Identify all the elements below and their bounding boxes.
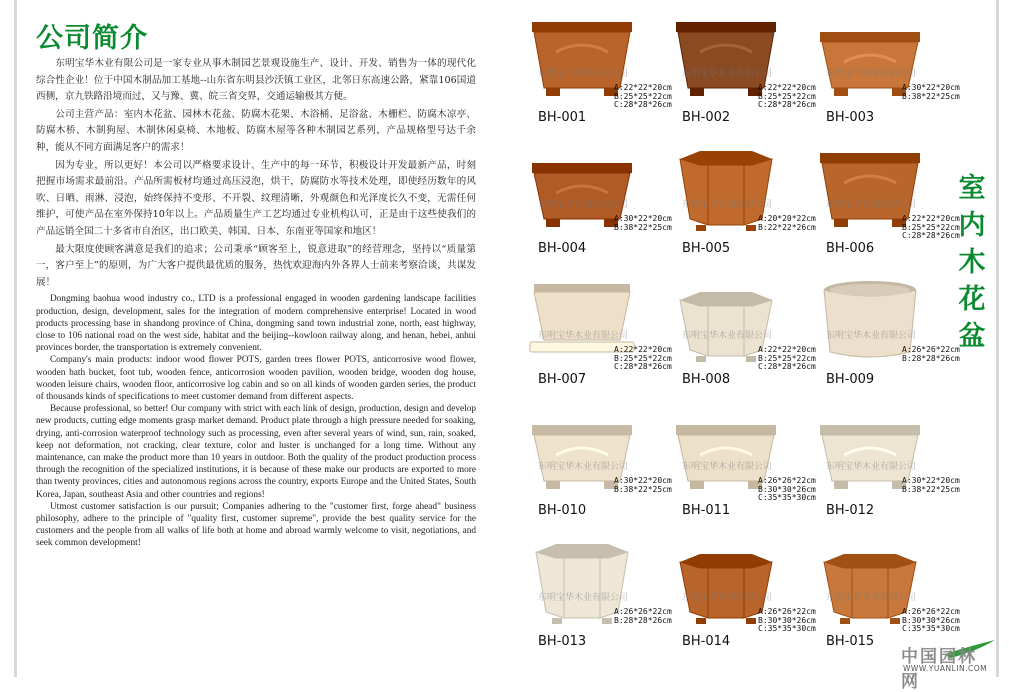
product-code: BH-011 — [682, 503, 731, 518]
product-item — [664, 14, 816, 140]
product-item — [520, 14, 672, 140]
dimension-line: B:38*22*25cm — [614, 484, 672, 494]
dimension-line: A:22*22*20cm — [758, 83, 816, 92]
dimension-line: A:22*22*20cm — [614, 83, 672, 92]
logo-url: WWW.YUANLIN.COM — [903, 664, 988, 673]
dimension-line: A:26*26*22cm — [614, 607, 672, 616]
dimension-line: C:35*35*30cm — [902, 624, 960, 634]
product-item — [808, 276, 960, 402]
watermark: 东明宝华木业有限公司 — [682, 462, 773, 472]
dimension-line: A:26*26*22cm — [902, 345, 960, 354]
dimension-line: C:28*28*26cm — [614, 362, 672, 372]
watermark: 东明宝华木业有限公司 — [538, 593, 629, 603]
product-item — [664, 276, 816, 402]
en-paragraph: Company's main products: indoor wood flower POTS, garden trees flower POTS, anticorrosive wood flower, wooden bath bucket, foot tub, wooden fence, anticorrosion wooden pavilion, wooden bridge, wooden dog house, wooden leisure chairs, wooden floor, anticorrosive log cabin and so on all kinds of wooden garden series, the product of thousands kinds of specifications to meet customer demand from different aspects. — [36, 355, 476, 402]
dimension-line: A:20*20*22cm — [758, 214, 816, 223]
dimension-line: B:25*25*22cm — [902, 222, 960, 232]
product-code: BH-009 — [826, 372, 875, 387]
product-grid — [520, 14, 960, 649]
dimension-line: A:22*22*20cm — [758, 345, 816, 354]
watermark: 东明宝华木业有限公司 — [826, 331, 917, 341]
dimension-line: C:35*35*30cm — [758, 493, 816, 503]
product-code: BH-002 — [682, 110, 731, 125]
product-dimensions — [902, 84, 960, 101]
dimension-line: B:30*30*26cm — [758, 615, 816, 625]
product-code: BH-012 — [826, 503, 875, 518]
dimension-line: A:26*26*22cm — [902, 607, 960, 616]
dimension-line: B:28*28*26cm — [902, 353, 960, 363]
dimension-line: A:30*22*20cm — [614, 476, 672, 485]
product-item — [808, 145, 960, 271]
dimension-line: A:30*22*20cm — [902, 476, 960, 485]
vertical-title-char: 室 — [958, 173, 986, 204]
watermark: 东明宝华木业有限公司 — [538, 200, 629, 210]
page-spine — [14, 0, 17, 677]
watermark: 东明宝华木业有限公司 — [538, 331, 629, 341]
product-item — [664, 407, 816, 533]
dimension-line: B:30*30*26cm — [758, 484, 816, 494]
dimension-line: B:22*22*26cm — [758, 222, 816, 232]
dimension-line: A:26*26*22cm — [758, 476, 816, 485]
dimension-line: A:22*22*20cm — [902, 214, 960, 223]
product-code: BH-006 — [826, 241, 875, 256]
en-paragraph: Dongming baohua wood industry co., LTD is a professional engaged in wooden gardening landscape facilities production, design, development, sales for the integration of modern comprehensive enterprise! Located in wood products processing base in shandong province of China, dongming sand town industrial zone, north, east highway, close to 106 national road on the west side, habitat and the beijing--kowloon railway along, and henan, hebei, anhui provinces border, the transportation is extremely convenient. — [36, 294, 476, 354]
product-code: BH-008 — [682, 372, 731, 387]
vertical-title-char: 内 — [958, 210, 986, 241]
page-title: 公司简介 — [36, 23, 148, 54]
product-dimensions — [902, 477, 960, 494]
watermark: 东明宝华木业有限公司 — [682, 331, 773, 341]
dimension-line: C:28*28*26cm — [758, 100, 816, 110]
vertical-title-char: 花 — [958, 284, 986, 315]
product-dimensions — [902, 346, 960, 363]
site-logo — [895, 640, 995, 692]
en-paragraph: Because professional, so better! Our company with strict with each link of design, production, design and develop new products, cutting edge moments grasp market demand. Product plate through a high pressure needed for soaking, drying, anti-corrosion waterproof technology such as processing, even after several years of wind, sun, rain, soaked, keep not deformation, not cracking, clear texture, color and luster is unchanged for a long time. Without any maintenance, can make the product more than 10 years in outdoor. Both the quality of the product production process through the recognition of the specialized institutions, it is because of these make our products are exported to more than twenty provinces, cities and autonomous regions across the country, exports Europe and the United States, South Korea, Japan, southeast Asia and other countries and regions! — [36, 404, 476, 500]
product-item — [664, 145, 816, 271]
watermark: 东明宝华木业有限公司 — [682, 69, 773, 79]
dimension-line: C:35*35*30cm — [758, 624, 816, 634]
product-code: BH-007 — [538, 372, 587, 387]
dimension-line: A:30*22*20cm — [902, 83, 960, 92]
watermark: 东明宝华木业有限公司 — [682, 593, 773, 603]
page-edge — [996, 0, 999, 677]
product-dimensions — [902, 608, 960, 634]
watermark: 东明宝华木业有限公司 — [682, 200, 773, 210]
product-code: BH-004 — [538, 241, 587, 256]
en-paragraph: Utmost customer satisfaction is our pursuit; Companies adhering to the "customer first, forge ahead" business philosophy, adhere to the principle of "quality first, customer supreme", provide the best quality service for the customers and the people from all walks of life both at home and abroad warmly welcome to visit, negotiations, and seek common development! — [36, 501, 476, 549]
product-code: BH-005 — [682, 241, 731, 256]
watermark: 东明宝华木业有限公司 — [538, 69, 629, 79]
product-code: BH-003 — [826, 110, 875, 125]
product-item — [520, 407, 672, 533]
dimension-line: B:30*30*26cm — [902, 615, 960, 625]
dimension-line: B:25*25*22cm — [758, 353, 816, 363]
product-item — [520, 276, 672, 402]
cn-paragraph: 东明宝华木业有限公司是一家专业从事木制园艺景观设施生产、设计、开发、销售为一体的现代化综合性企业！位于中国木制品加工基地--山东省东明县沙沃镇工业区，北邻日东高速公路，紧靠106国道西侧，京九铁路沿境而过，又与豫、冀、皖三省交界，交通运输极其方便。 — [36, 58, 476, 103]
product-code: BH-010 — [538, 503, 587, 518]
product-dimensions — [902, 215, 960, 241]
product-item — [664, 538, 816, 664]
dimension-line: B:25*25*22cm — [758, 91, 816, 101]
product-item — [520, 145, 672, 271]
vertical-title-char: 盆 — [958, 321, 986, 352]
dimension-line: C:28*28*26cm — [758, 362, 816, 372]
product-item — [808, 407, 960, 533]
cn-paragraph: 因为专业，所以更好！本公司以严格要求设计、生产中的每一环节，积极设计开发最新产品，时刻把握市场需求最前沿。产品所需板材均通过高压浸泡，烘干，防腐防水等技术处理，即使经历数年的风吹、日晒、雨淋、浸泡，始终保持不变形、不开裂、纹理清晰，外观颜色和光泽度长久不变，无需任何维护，可使产品在室外保持10年以上。产品质量生产工艺均通过专业机构认可，正是由于这些使我们的产品远销全国二十多省市自治区，出口欧美、韩国、日本、东南亚等国家和地区！ — [36, 159, 476, 237]
dimension-line: B:28*28*26cm — [614, 615, 672, 625]
cn-paragraph: 最大限度使顾客满意是我们的追求；公司秉承“顾客至上，锐意进取”的经营理念，坚持以“质量第一，客户至上”的原则，为广大客户提供最优质的服务，热忱欢迎海内外各界人士前来考察洽谈，共谋发展！ — [36, 243, 476, 288]
section-title-vertical — [955, 170, 989, 355]
product-code: BH-013 — [538, 634, 587, 649]
dimension-line: B:25*25*22cm — [614, 353, 672, 363]
dimension-line: B:38*22*25cm — [902, 91, 960, 101]
intro-chinese — [36, 56, 476, 291]
company-intro — [36, 56, 476, 550]
product-item — [520, 538, 672, 664]
product-code: BH-014 — [682, 634, 731, 649]
dimension-line: A:30*22*20cm — [614, 214, 672, 223]
logo-brand: 中国园林网 — [901, 647, 977, 692]
watermark: 东明宝华木业有限公司 — [826, 462, 917, 472]
dimension-line: B:38*22*25cm — [614, 222, 672, 232]
dimension-line: B:38*22*25cm — [902, 484, 960, 494]
dimension-line: A:22*22*20cm — [614, 345, 672, 354]
product-code: BH-015 — [826, 634, 875, 649]
vertical-title-char: 木 — [958, 247, 986, 278]
product-item — [808, 14, 960, 140]
watermark: 东明宝华木业有限公司 — [826, 69, 917, 79]
watermark: 东明宝华木业有限公司 — [826, 593, 917, 603]
intro-english — [36, 293, 476, 549]
dimension-line: A:26*26*22cm — [758, 607, 816, 616]
dimension-line: B:25*25*22cm — [614, 91, 672, 101]
watermark: 东明宝华木业有限公司 — [538, 462, 629, 472]
dimension-line: C:28*28*26cm — [902, 231, 960, 241]
cn-paragraph: 公司主营产品：室内木花盆、园林木花盆、防腐木花架、木浴桶、足浴盆、木栅栏、防腐木凉亭、防腐木桥、木制狗屋、木制休闲桌椅、木地板、防腐木屋等各种木制园艺系列，产品规格型号达千余种，能从不同方面满足客户的需求！ — [36, 108, 476, 153]
dimension-line: C:28*28*26cm — [614, 100, 672, 110]
watermark: 东明宝华木业有限公司 — [826, 200, 917, 210]
product-code: BH-001 — [538, 110, 587, 125]
